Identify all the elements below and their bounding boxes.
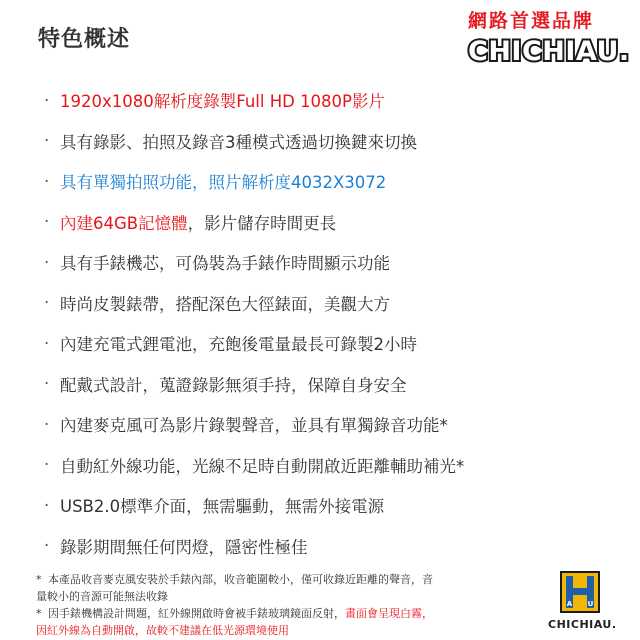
brand-logo: CHICHIAU. <box>468 36 630 67</box>
page-title: 特色概述 <box>38 27 131 52</box>
feature-item <box>44 404 624 445</box>
feature-list <box>44 80 624 566</box>
bullet-mark: · <box>44 536 50 556</box>
feature-item <box>44 242 624 283</box>
feature-text: 時尚皮製錶帶，搭配深色大徑錶面，美觀大方 <box>60 294 390 314</box>
footnote-continuation: 量較小的音源可能無法收錄 <box>36 590 168 603</box>
bullet-mark: · <box>44 90 50 110</box>
feature-item <box>44 80 624 121</box>
feature-item <box>44 323 624 364</box>
svg-text:U: U <box>587 600 594 608</box>
footnote-infrared <box>36 605 536 622</box>
footnote-highlight: 畫面會呈現白霧， <box>345 607 433 620</box>
brand-name-small: CHICHIAU. <box>548 618 617 631</box>
hau-monogram-icon <box>560 571 600 613</box>
footnotes <box>36 571 536 639</box>
feature-item <box>44 202 624 243</box>
brand-slogan: 網路首選品牌 <box>468 10 595 32</box>
feature-text: 1920x1080解析度錄製Full HD 1080P影片 <box>60 92 386 112</box>
bullet-mark: · <box>44 212 50 232</box>
feature-text: 配戴式設計，蒐證錄影無須手持，保障自身安全 <box>60 375 407 395</box>
footnote-continuation: 因紅外線為自動開啟，故較不建議在低光源環境使用 <box>36 624 289 637</box>
bullet-mark: · <box>44 252 50 272</box>
bullet-mark: · <box>44 495 50 515</box>
asterisk-mark: * <box>36 573 42 586</box>
footnote-text <box>48 605 433 622</box>
asterisk-mark: * <box>36 607 42 620</box>
footnote-text-part: 因手錶機構設計問題，紅外線開啟時會被手錶玻璃鏡面反射， <box>48 607 345 620</box>
feature-item <box>44 121 624 162</box>
feature-text: 錄影期間無任何閃燈，隱密性極佳 <box>60 537 308 557</box>
feature-text: 自動紅外線功能，光線不足時自動開啟近距離輔助補光* <box>60 456 465 476</box>
feature-text: ，影片儲存時間更長 <box>187 213 337 233</box>
feature-text: 內建64GB記憶體 <box>60 213 188 233</box>
feature-item <box>44 526 624 567</box>
bullet-mark: · <box>44 293 50 313</box>
feature-text: USB2.0標準介面，無需驅動，無需外接電源 <box>60 497 385 517</box>
feature-text: 內建充電式鋰電池，充飽後電量最長可錄製2小時 <box>60 335 417 355</box>
bullet-mark: · <box>44 171 50 191</box>
feature-text: 具有錄影、拍照及錄音3種模式透過切換鍵來切換 <box>60 132 417 152</box>
feature-item <box>44 485 624 526</box>
footnote-microphone <box>36 571 536 588</box>
bullet-mark: · <box>44 414 50 434</box>
footnote-text: 本產品收音麥克風安裝於手錶內部，收音範圍較小，僅可收錄近距離的聲音，音 <box>48 573 433 586</box>
feature-item <box>44 283 624 324</box>
feature-item <box>44 445 624 486</box>
bullet-mark: · <box>44 131 50 151</box>
svg-text:A: A <box>566 600 573 608</box>
feature-item <box>44 364 624 405</box>
feature-text: 具有單獨拍照功能，照片解析度4032X3072 <box>60 173 387 193</box>
bullet-mark: · <box>44 455 50 475</box>
feature-text: 具有手錶機芯，可偽裝為手錶作時間顯示功能 <box>60 254 390 274</box>
brand-logo-small <box>548 571 617 631</box>
feature-text: 內建麥克風可為影片錄製聲音，並具有單獨錄音功能* <box>60 416 448 436</box>
bullet-mark: · <box>44 333 50 353</box>
feature-item <box>44 161 624 202</box>
bullet-mark: · <box>44 374 50 394</box>
